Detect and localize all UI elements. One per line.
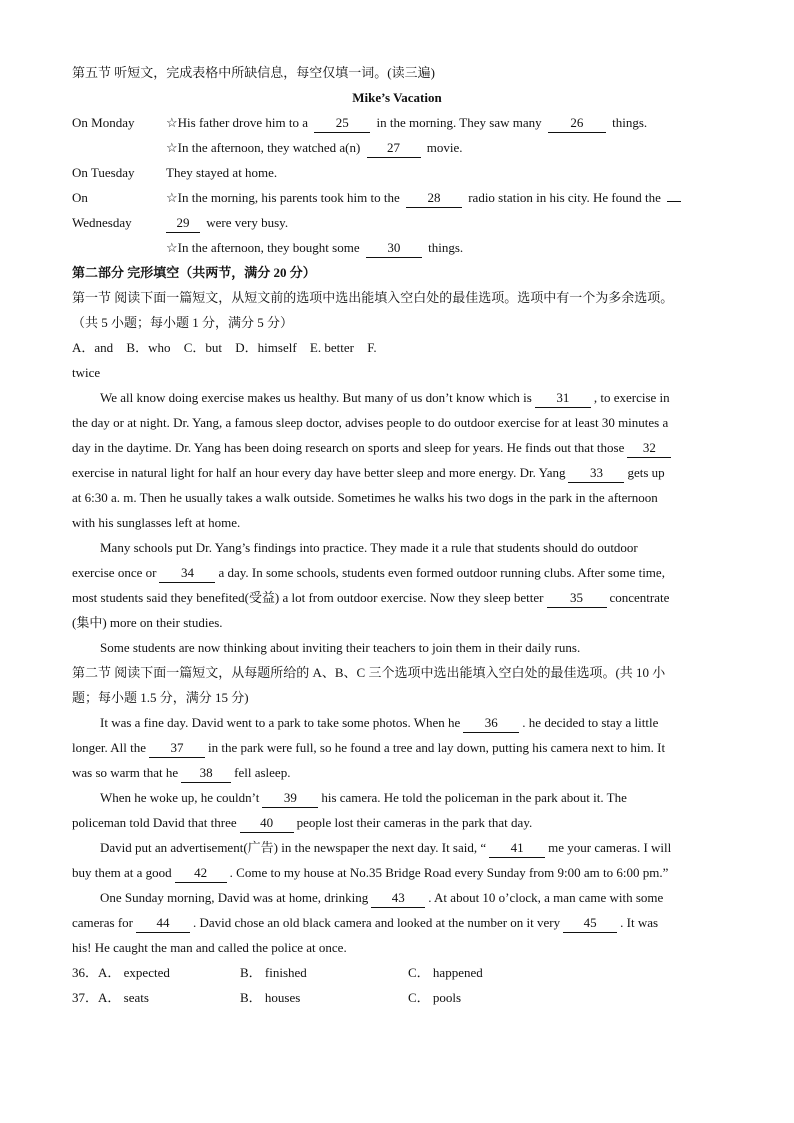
choice-row-36: 36．A． expected B． finished C． happened [72, 960, 722, 985]
answer-blank-41[interactable]: 41 [489, 839, 545, 858]
answer-blank-34[interactable]: 34 [159, 564, 215, 583]
answer-blank-32[interactable]: 32 [627, 439, 671, 458]
exam-page [72, 60, 722, 1010]
table-title: Mike’s Vacation [352, 90, 442, 105]
answer-blank-38[interactable]: 38 [181, 764, 231, 783]
passage-1: We all know doing exercise makes us healthy. But many of us don’t know which is 31 , to exercise in the day or at night. Dr. Yang, a famous sleep doctor, advises people to do outdoor exercise for at least 30 minutes a day in the daytime. Dr. Yang has been doing research on sports and sleep for years. He finds out that those 32 exercise in natural light for half an hour every day have better sleep and more energy. Dr. Yang 33 gets up at 6:30 a. m. Then he usually takes a walk outside. Sometimes he walks his two dogs in the park in the afternoon with his sunglasses left at home. [72, 390, 670, 530]
answer-blank-36[interactable]: 36 [463, 714, 519, 733]
section2-heading: 第二节 阅读下面一篇短文，从每题所给的 A、B、C 三个选项中选出能填入空白处的最佳选项。(共 10 小 [72, 665, 666, 680]
answer-blank-25[interactable]: 25 [314, 114, 370, 133]
day-cell: On Monday [72, 115, 135, 130]
entry-cell: ☆In the afternoon, they watched a(n) 27 movie. [166, 135, 722, 160]
day-cell [72, 235, 166, 260]
choice-row-37: 37．A． seats B． houses C． pools [72, 985, 722, 1010]
answer-blank-27[interactable]: 27 [367, 139, 421, 158]
entry-cell: 29 were very busy. [166, 210, 722, 235]
cloze-para-1: It was a fine day. David went to a park to take some photos. When he 36 . he decided to stay a little longer. All the 37 in the park were full, so he found a tree and lay down, putting his camera next to him. It was so warm that he 38 fell asleep. [72, 710, 722, 785]
cloze-para-2: When he woke up, he couldn’t 39 his camera. He told the policeman in the park about it. The policeman told David that three 40 people lost their cameras in the park that day. [72, 785, 722, 835]
answer-blank-35[interactable]: 35 [547, 589, 607, 608]
option-d: D．himself [235, 340, 297, 355]
vacation-table [72, 110, 722, 260]
answer-blank-44[interactable]: 44 [136, 914, 190, 933]
cloze-para-3: David put an advertisement(广告) in the newspaper the next day. It said, “ 41 me your cameras. I will buy them at a good 42 . Come to my house at No.35 Bridge Road every Sunday from 9:00 am to 6:00 pm.” [72, 835, 722, 885]
answer-blank-31[interactable]: 31 [535, 389, 591, 408]
answer-blank-43[interactable]: 43 [371, 889, 425, 908]
option-f-text: twice [72, 365, 101, 380]
choice-c[interactable]: C． pools [408, 990, 462, 1005]
option-b: B．who [126, 340, 171, 355]
option-f: F. [367, 340, 377, 355]
section1-heading-cont: （共 5 小题；每小题 1 分，满分 5 分） [72, 315, 294, 330]
answer-blank-42[interactable]: 42 [175, 864, 227, 883]
answer-blank-37[interactable]: 37 [149, 739, 205, 758]
entry-cell: ☆In the morning, his parents took him to the 28 radio station in his city. He found the [166, 185, 722, 210]
entry-cell: ☆His father drove him to a 25 in the morning. They saw many 26 things. [166, 110, 722, 135]
day-cell: Wednesday [72, 215, 132, 230]
day-cell: On [72, 190, 88, 205]
table-row [72, 185, 722, 210]
table-row [72, 160, 722, 185]
option-c: C．but [183, 340, 223, 355]
section1-heading: 第一节 阅读下面一篇短文，从短文前的选项中选出能填入空白处的最佳选项。选项中有一个为多余选项。 [72, 290, 674, 305]
table-row [72, 110, 722, 135]
answer-blank-45[interactable]: 45 [563, 914, 617, 933]
table-row [72, 210, 722, 235]
answer-blank-30[interactable]: 30 [366, 239, 422, 258]
choice-b[interactable]: B． houses [240, 990, 301, 1005]
answer-blank-40[interactable]: 40 [240, 814, 294, 833]
passage-2: Many schools put Dr. Yang’s findings into practice. They made it a rule that students should do outdoor exercise once or 34 a day. In some schools, students even formed outdoor running clubs. After some time, most students said they benefited(受益) a lot from outdoor exercise. Now they sleep better 35 concentrate (集中) more on their studies. [72, 540, 670, 630]
entry-cell: They stayed at home. [166, 165, 278, 180]
section2-heading-cont: 题；每小题 1.5 分，满分 15 分) [72, 690, 249, 705]
choice-c[interactable]: C． happened [408, 965, 483, 980]
entry-cell: ☆In the afternoon, they bought some 30 things. [166, 235, 722, 260]
option-list [72, 335, 722, 360]
section5-heading: 第五节 听短文，完成表格中所缺信息，每空仅填一词。(读三遍) [72, 65, 435, 80]
passage-3: Some students are now thinking about inviting their teachers to join them in their daily runs. [100, 640, 581, 655]
answer-blank-26[interactable]: 26 [548, 114, 606, 133]
answer-blank-29-start [667, 201, 681, 202]
option-e: E. better [309, 340, 354, 355]
part2-heading: 第二部分 完形填空（共两节，满分 20 分） [72, 265, 316, 280]
table-row [72, 235, 722, 260]
answer-blank-29[interactable]: 29 [166, 214, 200, 233]
table-row [72, 135, 722, 160]
answer-blank-33[interactable]: 33 [568, 464, 624, 483]
choice-a[interactable]: A． expected [98, 965, 170, 980]
choice-b[interactable]: B． finished [240, 965, 307, 980]
day-cell [72, 135, 166, 160]
cloze-para-4: One Sunday morning, David was at home, drinking 43 . At about 10 o’clock, a man came with some cameras for 44 . David chose an old black camera and looked at the number on it very 45 . It was his! He caught the man and called the police at once. [72, 890, 664, 955]
answer-blank-28[interactable]: 28 [406, 189, 462, 208]
day-cell: On Tuesday [72, 165, 135, 180]
option-a: A．and [72, 340, 114, 355]
choice-a[interactable]: A． seats [98, 990, 149, 1005]
answer-blank-39[interactable]: 39 [262, 789, 318, 808]
